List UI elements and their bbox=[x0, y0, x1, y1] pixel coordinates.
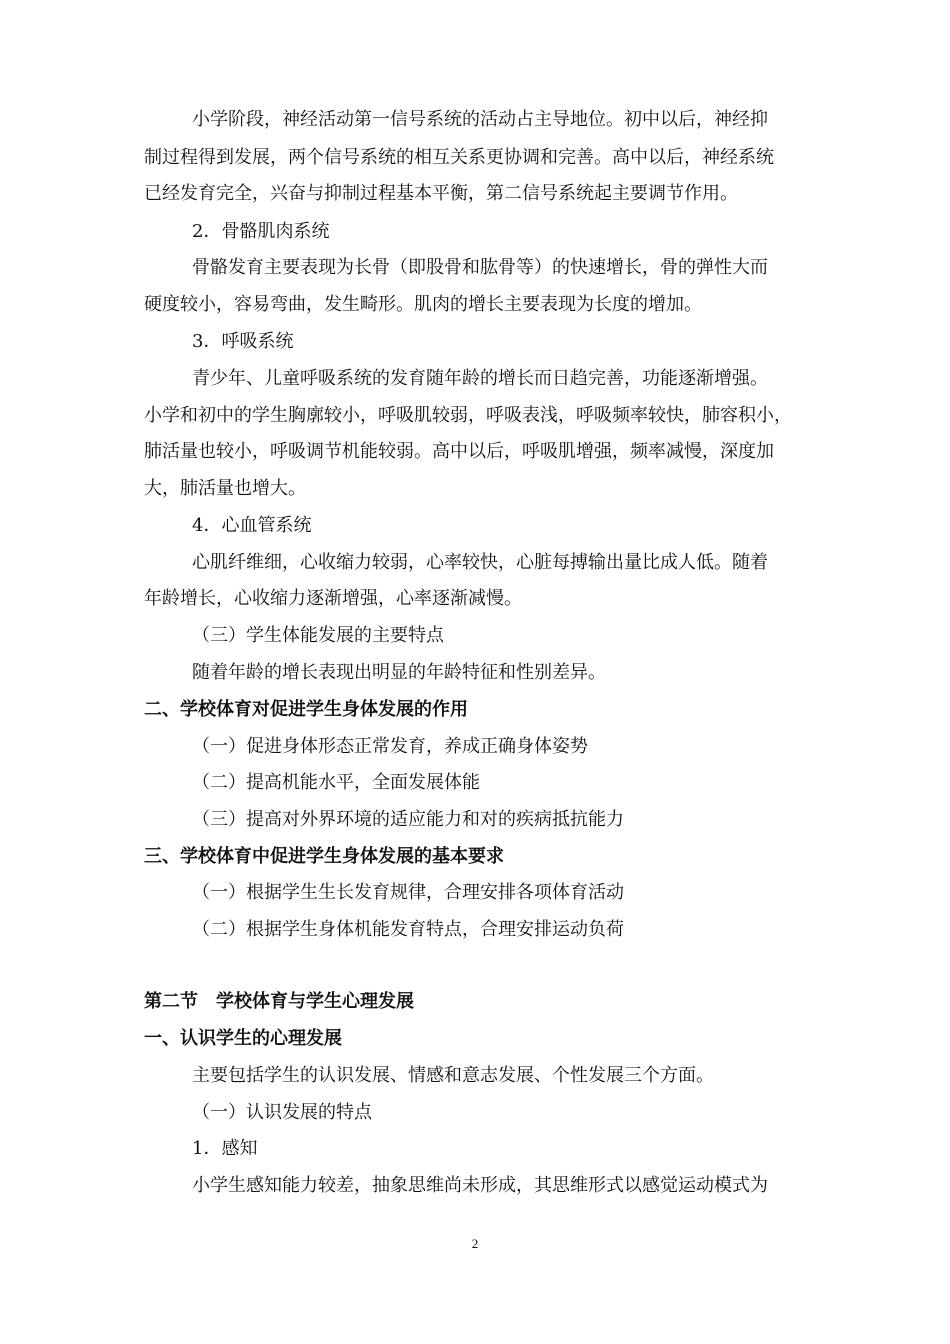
page-number: 2 bbox=[471, 1236, 479, 1251]
paragraph-line: 骨骼发育主要表现为长骨（即股骨和肱骨等）的快速增长，骨的弹性大而 bbox=[192, 257, 768, 278]
list-item: （三）提高对外界环境的适应能力和对的疾病抵抗能力 bbox=[192, 809, 624, 830]
subsection-heading: 1．感知 bbox=[192, 1138, 258, 1159]
paragraph-line: 青少年、儿童呼吸系统的发育随年龄的增长而日趋完善，功能逐渐增强。 bbox=[192, 368, 768, 389]
list-item: （二）提高机能水平，全面发展体能 bbox=[192, 772, 480, 793]
subsection-heading: （三）学生体能发展的主要特点 bbox=[192, 625, 444, 646]
paragraph-line: 随着年龄的增长表现出明显的年龄特征和性别差异。 bbox=[192, 662, 606, 683]
subsection-heading: 4．心血管系统 bbox=[192, 515, 312, 536]
paragraph-line: 小学阶段，神经活动第一信号系统的活动占主导地位。初中以后，神经抑 bbox=[192, 109, 768, 130]
paragraph-line: 制过程得到发展，两个信号系统的相互关系更协调和完善。高中以后，神经系统 bbox=[144, 147, 774, 168]
paragraph-line: 主要包括学生的认识发展、情感和意志发展、个性发展三个方面。 bbox=[192, 1065, 714, 1086]
paragraph-line: 小学生感知能力较差，抽象思维尚未形成，其思维形式以感觉运动模式为 bbox=[192, 1175, 768, 1196]
paragraph-line: 心肌纤维细，心收缩力较弱，心率较快，心脏每搏输出量比成人低。随着 bbox=[192, 552, 768, 573]
chapter-section-title: 第二节 学校体育与学生心理发展 bbox=[144, 991, 414, 1012]
list-item: （一）促进身体形态正常发育，养成正确身体姿势 bbox=[192, 736, 588, 757]
paragraph-line: 肺活量也较小，呼吸调节机能较弱。高中以后，呼吸肌增强，频率减慢，深度加 bbox=[144, 441, 774, 462]
section-heading: 三、学校体育中促进学生身体发展的基本要求 bbox=[144, 846, 504, 867]
paragraph-line: 硬度较小，容易弯曲，发生畸形。肌肉的增长主要表现为长度的增加。 bbox=[144, 294, 702, 315]
paragraph-line: 大，肺活量也增大。 bbox=[144, 478, 306, 499]
paragraph-line: 小学和初中的学生胸廓较小，呼吸肌较弱，呼吸表浅，呼吸频率较快，肺容积小， bbox=[144, 405, 792, 426]
list-item: （二）根据学生身体机能发育特点，合理安排运动负荷 bbox=[192, 919, 624, 940]
subsection-heading: （一）认识发展的特点 bbox=[192, 1102, 372, 1123]
paragraph-line: 年龄增长，心收缩力逐渐增强，心率逐渐减慢。 bbox=[144, 588, 522, 609]
list-item: （一）根据学生生长发育规律，合理安排各项体育活动 bbox=[192, 882, 624, 903]
subsection-heading: 3．呼吸系统 bbox=[192, 331, 294, 352]
paragraph-line: 已经发育完全，兴奋与抑制过程基本平衡，第二信号系统起主要调节作用。 bbox=[144, 183, 738, 204]
section-heading: 二、学校体育对促进学生身体发展的作用 bbox=[144, 699, 468, 720]
section-heading: 一、认识学生的心理发展 bbox=[144, 1028, 342, 1049]
subsection-heading: 2．骨骼肌肉系统 bbox=[192, 221, 330, 242]
